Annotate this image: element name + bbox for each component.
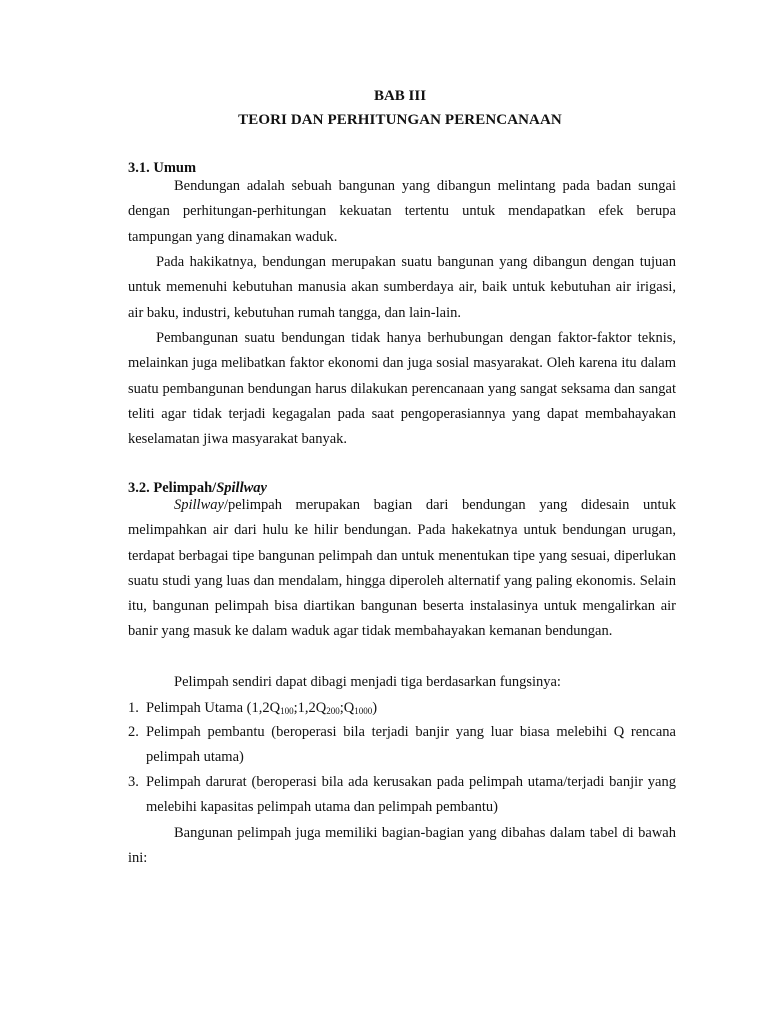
list-item-1 [128,696,676,721]
list-text: Pelimpah Utama $(1,2Q_{100};1,2Q_{200};Q_{1000})$ [146,700,378,716]
closing-paragraph: Bangunan pelimpah juga memiliki bagian-bagian yang dibahas dalam tabel di bawah ini: [128,825,676,867]
section-2-intro [128,493,676,645]
section-1-paragraph-2: Pada hakikatnya, bendungan merupakan suatu bangunan yang dibangun dengan tujuan untuk memenuhi kebutuhan manusia akan sumberdaya air, baik untuk kebutuhan air irigasi, air baku, industri, kebutuhan rumah tangga, dan lain-lain. [128,254,676,321]
section-1-heading: 3.1. Umum [128,160,197,176]
chapter-title: TEORI DAN PERHITUNGAN PERENCANAAN [238,112,562,128]
section-2-intro-text: /pelimpah merupakan bagian dari bendungan yang didesain untuk melimpahkan air dari hulu ke hilir bendungan. Pada hakekatnya untuk bendungan urugan, terdapat berbagai tipe bangunan pelimpah dan untuk menentukan tipe yang sesuai, diperlukan suatu studi yang luas dan mendalam, hingga diperoleh alternatif yang paling ekonomis. Selain itu, bangunan pelimpah bisa diartikan bangunan beserta instalasinya untuk mengalirkan air banir yang masuk ke dalam waduk agar tidak membahayakan kemanan bendungan. [128,497,676,640]
list-number: 3. [128,774,139,790]
list-item-3 [128,770,676,821]
chapter-number: BAB III [373,88,427,104]
spillway-term: Spillway [174,497,224,513]
list-item-2 [128,720,676,771]
list-text: Pelimpah darurat (beroperasi bila ada kerusakan pada pelimpah utama/terjadi banjir yang melebihi kapasitas pelimpah utama dan pelimpah pembantu) [146,774,676,816]
list-text: Pelimpah pembantu (beroperasi bila terjadi banjir yang luar biasa melebihi Q rencana pelimpah utama) [146,724,676,766]
list-number: 2. [128,724,139,740]
list-number: 1. [128,700,139,716]
list-intro: Pelimpah sendiri dapat dibagi menjadi tiga berdasarkan fungsinya: [174,674,561,690]
section-2-heading-italic: Spillway [216,480,267,496]
section-1-paragraph-1: Bendungan adalah sebuah bangunan yang dibangun melintang pada badan sungai dengan perhitungan-perhitungan kekuatan tertentu untuk mendapatkan efek berupa tampungan yang dinamakan waduk. [128,178,676,245]
section-2-heading-prefix: 3.2. Pelimpah/ [128,480,217,496]
section-1-paragraph-3: Pembangunan suatu bendungan tidak hanya berhubungan dengan faktor-faktor teknis, melainkan juga melibatkan faktor ekonomi dan juga sosial masyarakat. Oleh karena itu dalam suatu pembangunan bendungan harus dilakukan perencanaan yang sangat seksama dan sangat teliti agar tidak terjadi kegagalan pada saat pengoperasiannya yang dapat membahayakan keselamatan jiwa masyarakat banyak. [128,330,676,448]
